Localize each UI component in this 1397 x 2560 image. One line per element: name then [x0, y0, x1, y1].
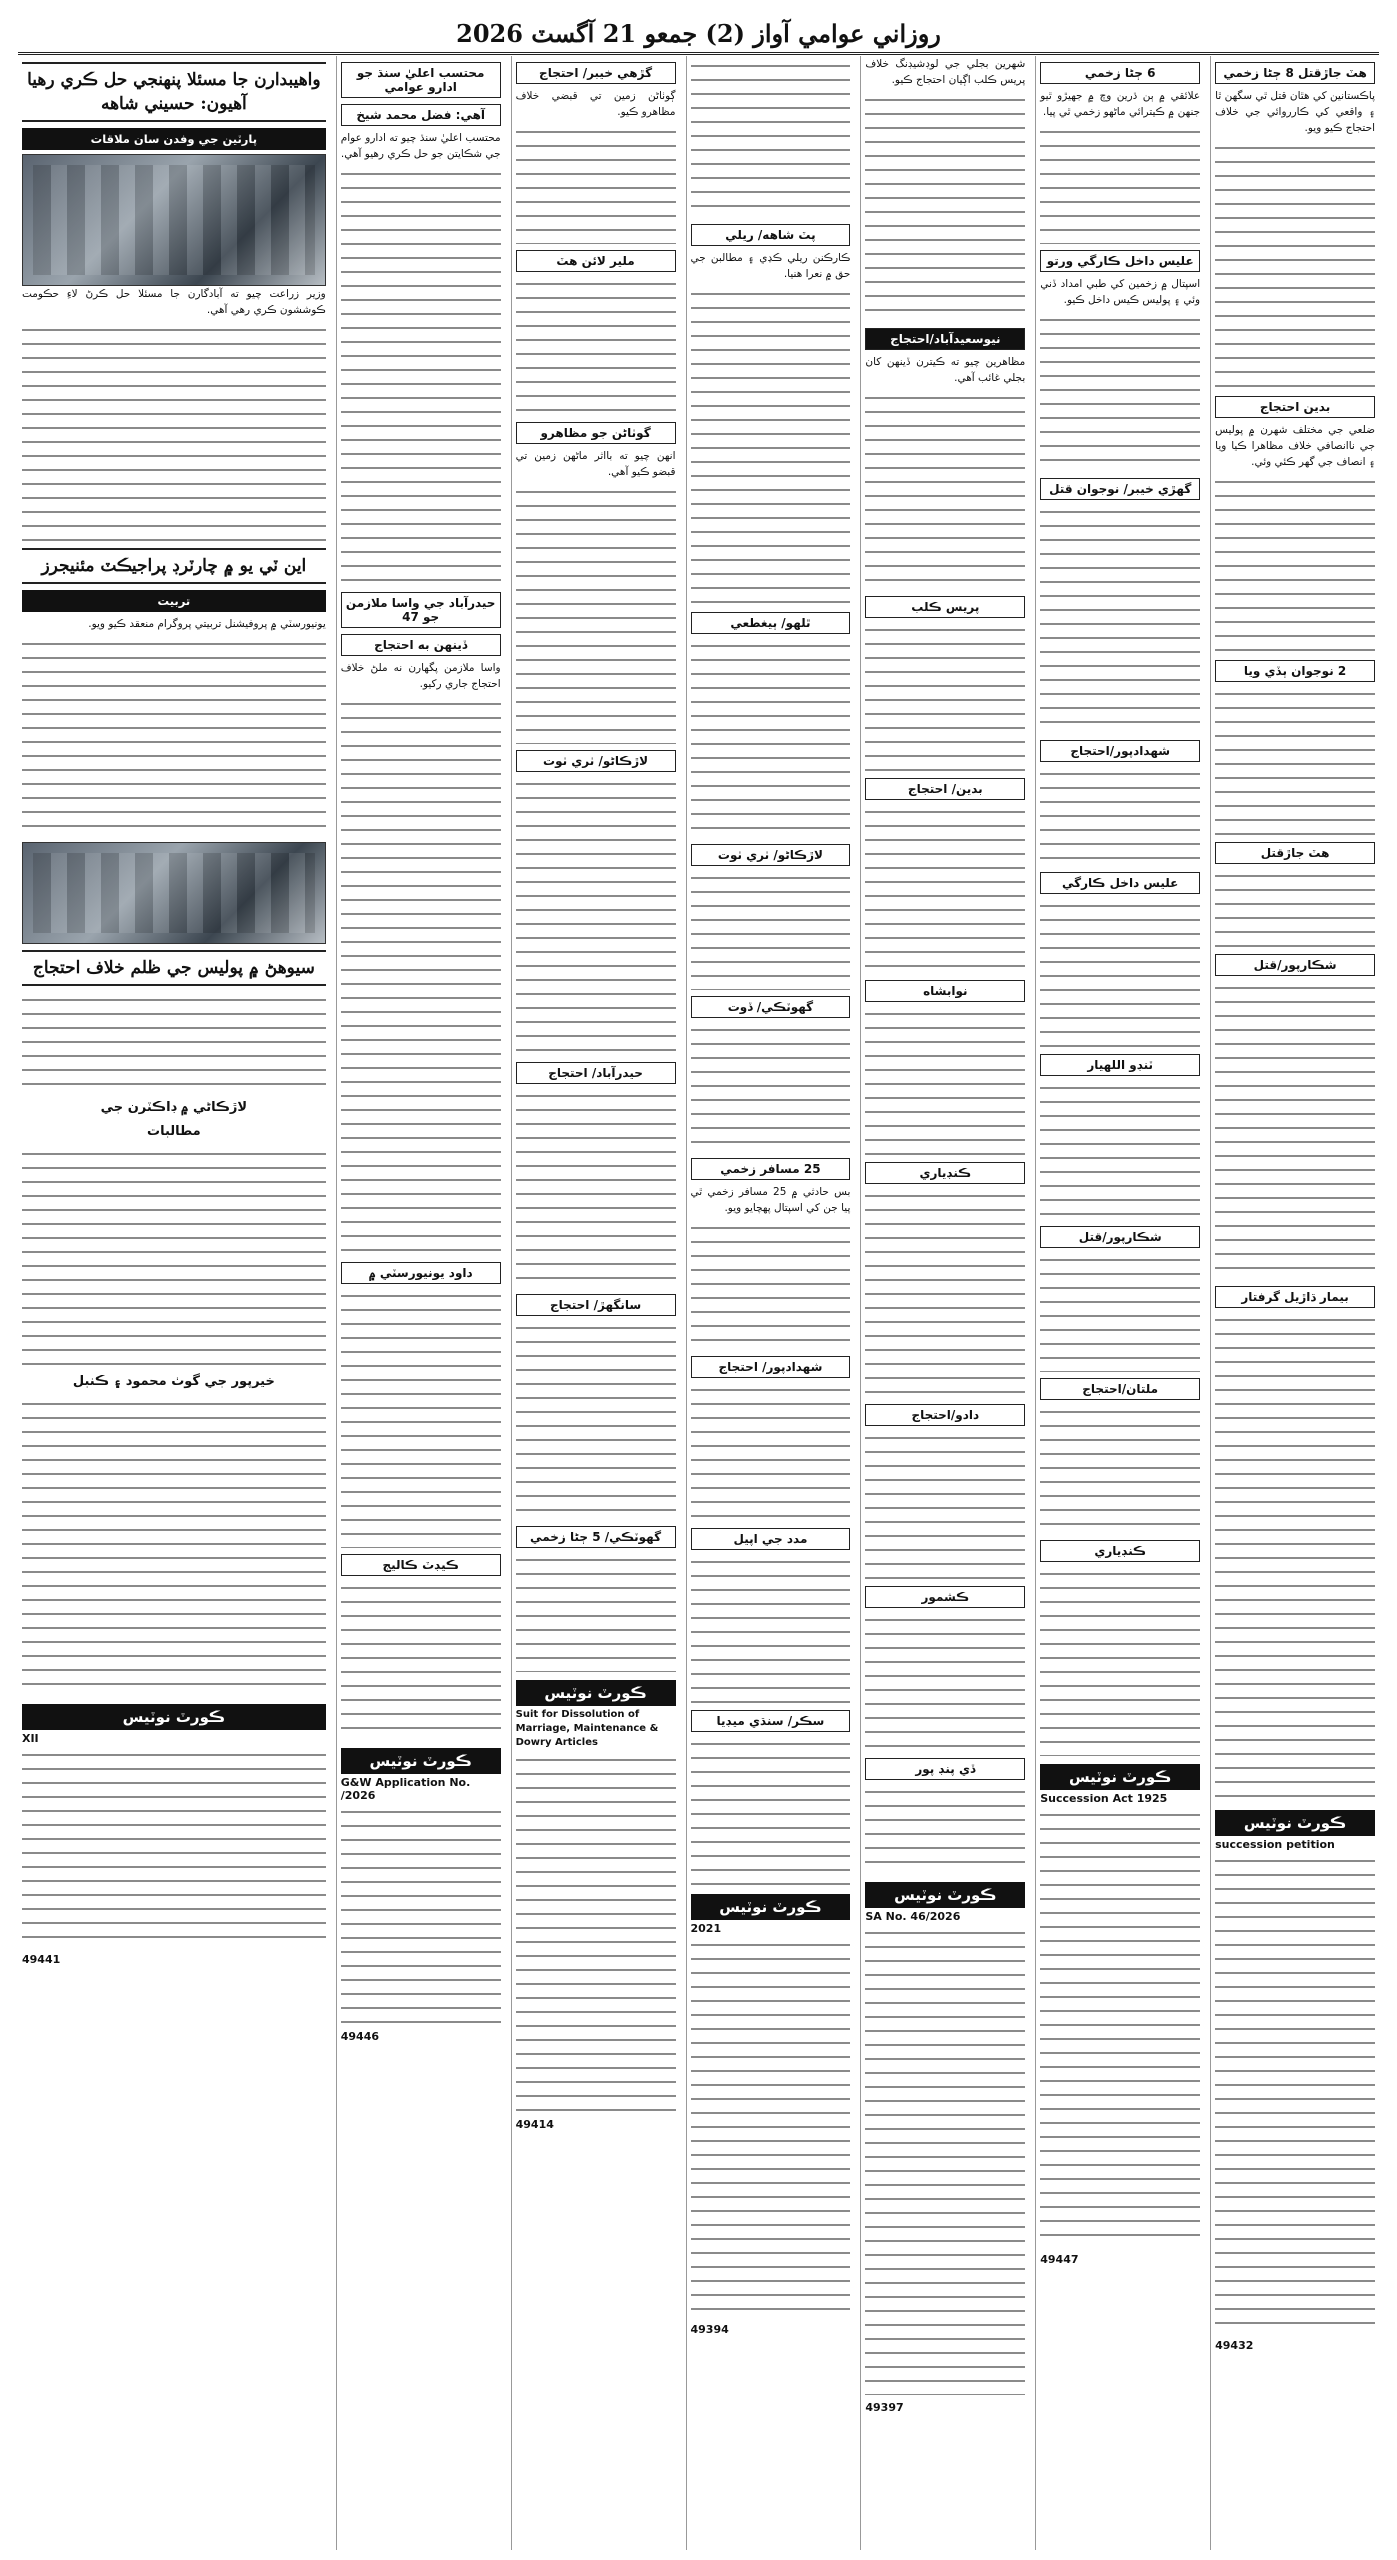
text-block — [341, 166, 501, 586]
headline: شهدادپور/احتجاج — [1040, 740, 1200, 762]
text-block — [22, 1146, 326, 1366]
headline: هٽ جاڙقتل — [1215, 842, 1375, 864]
headline: ڪنڊياري — [1040, 1540, 1200, 1562]
headline: شهدادپور/ احتجاج — [691, 1356, 851, 1378]
headline: گهڙي خيبر/ نوجوان قتل — [1040, 478, 1200, 500]
text-block — [865, 622, 1025, 772]
headline: نيوسعيدآباد/احتجاج — [865, 328, 1025, 350]
headline: 6 ڄڻا زخمي — [1040, 62, 1200, 84]
court-notice-heading: ڪورٽ نوٽيس — [691, 1894, 851, 1920]
text-block — [865, 92, 1025, 322]
feature-headline: اين ٽي يو ۾ چارٽرڊ پراجيڪٽ مئنيجرز — [22, 548, 326, 584]
text-block — [1040, 312, 1200, 472]
text-block — [865, 1784, 1025, 1874]
notice-reference: SA No. 46/2026 — [865, 1910, 961, 1923]
text-block — [341, 1580, 501, 1740]
headline: مدد جي اپيل — [691, 1528, 851, 1550]
headline: لاڙڪاڻو/ ٺري ٺوت — [516, 750, 676, 772]
notice-reference: succession petition — [1215, 1838, 1335, 1851]
text-block — [691, 1736, 851, 1886]
article-paragraph: پاڪستانين کي هٿان قتل ٿي سگهن ٿا ۽ واقعي کي ڪارروائي جي خلاف احتجاج ڪيو ويو. — [1215, 90, 1375, 134]
headline: پٽ شاهه/ ريلي — [691, 224, 851, 246]
masthead — [18, 14, 1379, 55]
notice-number: 49446 — [340, 2030, 380, 2043]
notice-reference: Succession Act 1925 — [1040, 1792, 1168, 1805]
text-block — [516, 1320, 676, 1520]
article-text — [341, 660, 501, 692]
notice-number: 49447 — [1040, 2253, 1079, 2266]
text-block — [22, 322, 326, 542]
headline: ٽنڊو اللهيار — [1040, 1054, 1200, 1076]
court-notice-heading: ڪورٽ نوٽيس — [341, 1748, 501, 1774]
headline: محتسب اعليٰ سنڌ جو ادارو عوامي — [341, 62, 501, 98]
text-block — [1215, 1312, 1375, 1802]
headline: شڪارپور/قتل — [1215, 954, 1375, 976]
column-5 — [511, 56, 680, 2550]
article-paragraph: يونيورسٽي ۾ پروفيشنل تربيتي پروگرام منعقد ڪيو ويو. — [88, 618, 326, 630]
headline: 25 مسافر زخمي — [691, 1158, 851, 1180]
section-headline: لاڙڪاڻي ۾ ڊاڪٽرن جي — [100, 1100, 248, 1115]
headline: ملتان/احتجاج — [1040, 1378, 1200, 1400]
article-text — [691, 1184, 851, 1216]
article-paragraph: اسپتال ۾ زخمين کي طبي امداد ڏني وئي ۽ پوليس ڪيس داخل ڪيو. — [1040, 278, 1201, 306]
article-paragraph: مظاهرين چيو ته ڪيترن ڏينهن کان بجلي غائب آهي. — [865, 356, 1026, 384]
notice-reference: XII — [21, 1732, 39, 1745]
headline: دادو/احتجاج — [865, 1404, 1025, 1426]
article-paragraph: انهن چيو ته بااثر ماڻهن زمين تي قبضو ڪيو آهي. — [515, 450, 676, 478]
court-notice-heading: ڪورٽ نوٽيس — [516, 1680, 676, 1706]
text-block — [1040, 766, 1200, 866]
headline: بدين/ احتجاج — [865, 778, 1025, 800]
headline: ڪشمور — [865, 1586, 1025, 1608]
text-block — [691, 286, 851, 606]
column-6 — [336, 56, 505, 2550]
text-block — [865, 1430, 1025, 1580]
text-block — [1040, 504, 1200, 734]
text-block — [865, 1612, 1025, 1752]
section-headline: خيرپور جي گوٺ محمود ۽ ڪنبل — [72, 1374, 275, 1389]
notice-text — [22, 1747, 326, 1947]
text-block — [691, 58, 851, 218]
headline: هٽ جاڙقتل 8 ڄڻا زخمي — [1215, 62, 1375, 84]
text-block — [865, 1006, 1025, 1156]
article-text — [1040, 276, 1200, 308]
article-paragraph: ڪارڪنن ريلي ڪڍي ۽ مطالبن جي حق ۾ نعرا هنيا. — [690, 252, 851, 280]
text-block — [1215, 980, 1375, 1280]
text-block — [1040, 1404, 1200, 1534]
headline: ملير لائن هٽ — [516, 250, 676, 272]
article-text — [1215, 422, 1375, 470]
text-block — [22, 636, 326, 836]
article-text — [865, 354, 1025, 386]
notice-number: 49441 — [21, 1953, 61, 1966]
feature-subheadline: تربيت — [22, 590, 326, 612]
lead-subheadline: پارٽين جي وفدن سان ملاقات — [22, 128, 326, 150]
headline: ڪنڊياري — [865, 1162, 1025, 1184]
notice-text — [691, 1937, 851, 2317]
headline: عليس داخل ڪارگي ورتو — [1040, 250, 1200, 272]
notice-number: 49394 — [690, 2323, 729, 2336]
article-text — [22, 286, 326, 318]
court-notice-heading: ڪورٽ نوٽيس — [1040, 1764, 1200, 1790]
text-block — [691, 1382, 851, 1522]
text-block — [516, 776, 676, 1056]
headline: آهي: فضل محمد شيخ — [341, 104, 501, 126]
article-text — [865, 56, 1025, 88]
article-paragraph: ضلعي جي مختلف شهرن ۾ پوليس جي ناانصافي خلاف مظاهرا ڪيا ويا ۽ انصاف جي گهر ڪئي وئي. — [1215, 424, 1375, 468]
text-block — [1215, 868, 1375, 948]
news-photo — [22, 154, 326, 286]
headline: حيدرآباد جي واسا ملازمن جو 47 — [341, 592, 501, 628]
notice-text — [341, 1804, 501, 2024]
headline: سانگهڙ/ احتجاج — [516, 1294, 676, 1316]
article-text — [1215, 88, 1375, 136]
text-block — [341, 1288, 501, 1548]
notice-number: 49414 — [515, 2118, 554, 2131]
notice-number: 49432 — [1215, 2339, 1254, 2352]
text-block — [516, 484, 676, 744]
notice-text — [516, 1752, 676, 2112]
section-headline: مطالبات — [147, 1124, 201, 1139]
article-paragraph: علائقي ۾ ٻن ڌرين وچ ۾ جهيڙو ٿيو جنهن ۾ ڪيترائي ماڻهو زخمي ٿي پيا. — [1040, 90, 1201, 118]
notice-text — [1215, 1853, 1375, 2333]
article-text — [341, 130, 501, 162]
notice-reference: 2021 — [690, 1922, 722, 1935]
text-block — [1040, 898, 1200, 1048]
text-block — [691, 1022, 851, 1152]
text-block — [691, 638, 851, 838]
headline: گوٺاڻن جو مظاهرو — [516, 422, 676, 444]
text-block — [1040, 124, 1200, 244]
headline: ڪيڊٽ ڪاليج — [341, 1554, 501, 1576]
headline: نوابشاه — [865, 980, 1025, 1002]
notice-number: 49397 — [865, 2401, 904, 2414]
protest-headline: سيوهڻ ۾ پوليس جي ظلم خلاف احتجاج — [22, 950, 326, 986]
text-block — [1215, 140, 1375, 390]
text-block — [691, 1554, 851, 1704]
text-block — [1040, 1566, 1200, 1756]
headline: داود يونيورسٽي ۾ — [341, 1262, 501, 1284]
headline: پريس ڪلب — [865, 596, 1025, 618]
headline: شڪارپور/قتل — [1040, 1226, 1200, 1248]
lead-headline: واهيبدارن جا مسئلا پنهنجي حل ڪري رهيا آهيون: حسيني شاهه — [22, 62, 326, 122]
text-block — [516, 1552, 676, 1672]
notice-text — [865, 1925, 1025, 2395]
article-text — [1040, 88, 1200, 120]
article-paragraph: بس حادثي ۾ 25 مسافر زخمي ٿي پيا جن کي اسپتال پهچايو ويو. — [690, 1186, 851, 1214]
headline: بدين احتجاج — [1215, 396, 1375, 418]
column-1 — [1210, 56, 1379, 2550]
text-block — [1040, 1080, 1200, 1220]
text-block — [1040, 1252, 1200, 1372]
text-block — [516, 124, 676, 244]
article-paragraph: ڳوٺاڻن زمين تي قبضي خلاف مظاهرو ڪيو. — [515, 90, 676, 118]
text-block — [22, 992, 326, 1092]
text-block — [1215, 686, 1375, 836]
article-text — [516, 88, 676, 120]
article-paragraph: محتسب اعليٰ سنڌ چيو ته ادارو عوام جي شڪايتن جو حل ڪري رهيو آهي. — [340, 132, 501, 160]
text-block — [865, 804, 1025, 974]
article-paragraph: وزير زراعت چيو ته آبادگارن جا مسئلا حل ڪرڻ لاءِ حڪومت ڪوششون ڪري رهي آهي. — [21, 288, 326, 316]
column-2 — [1035, 56, 1204, 2550]
text-block — [865, 390, 1025, 590]
article-text — [516, 448, 676, 480]
text-block — [691, 1220, 851, 1350]
headline: حيدرآباد/ احتجاج — [516, 1062, 676, 1084]
article-paragraph: واسا ملازمن پگهارن نه ملڻ خلاف احتجاج جاري رکيو. — [340, 662, 501, 690]
headline: ٿلهو/ ٻيغطعي — [691, 612, 851, 634]
article-text — [691, 250, 851, 282]
headline: 2 نوجوان ٻڏي ويا — [1215, 660, 1375, 682]
headline: سڪر/ سنڌي ميڊيا — [691, 1710, 851, 1732]
notice-reference: G&W Application No. /2026 — [340, 1776, 471, 1802]
masthead-title: روزاني عوامي آواز (2) جمعو 21 آگسٽ 2026 — [456, 18, 941, 48]
headline: بيمار ڌاڙيل گرفتار — [1215, 1286, 1375, 1308]
text-block — [865, 1188, 1025, 1398]
headline: لاڙڪاڻو/ ٺري ٺوت — [691, 844, 851, 866]
article-text — [22, 616, 326, 632]
text-block — [1215, 474, 1375, 654]
notice-text — [1040, 1807, 1200, 2247]
headline: ڏينهن به احتجاج — [341, 634, 501, 656]
article-paragraph: شهرين بجلي جي لوڊشيڊنگ خلاف پريس ڪلب اڳيان احتجاج ڪيو. — [865, 58, 1026, 86]
text-block — [516, 1088, 676, 1288]
text-block — [22, 1396, 326, 1696]
court-notice-heading: ڪورٽ نوٽيس — [865, 1882, 1025, 1908]
headline: گهوٽڪي/ 5 ڄڻا زخمي — [516, 1526, 676, 1548]
text-block — [691, 870, 851, 990]
text-block — [341, 696, 501, 1256]
headline: گڙهي خيبر/ احتجاج — [516, 62, 676, 84]
column-7 — [18, 56, 330, 2550]
columns — [18, 56, 1379, 2550]
column-4 — [686, 56, 855, 2550]
court-notice-heading: ڪورٽ نوٽيس — [22, 1704, 326, 1730]
notice-reference: Suit for Dissolution of Marriage, Maintenance & Dowry Articles — [515, 1709, 659, 1748]
text-block — [516, 276, 676, 416]
column-3 — [860, 56, 1029, 2550]
court-notice-heading: ڪورٽ نوٽيس — [1215, 1810, 1375, 1836]
headline: ڏي پنڊ پور — [865, 1758, 1025, 1780]
headline: عليس داخل ڪارگي — [1040, 872, 1200, 894]
headline: گهوٽڪي/ ڏوت — [691, 996, 851, 1018]
group-photo — [22, 842, 326, 944]
